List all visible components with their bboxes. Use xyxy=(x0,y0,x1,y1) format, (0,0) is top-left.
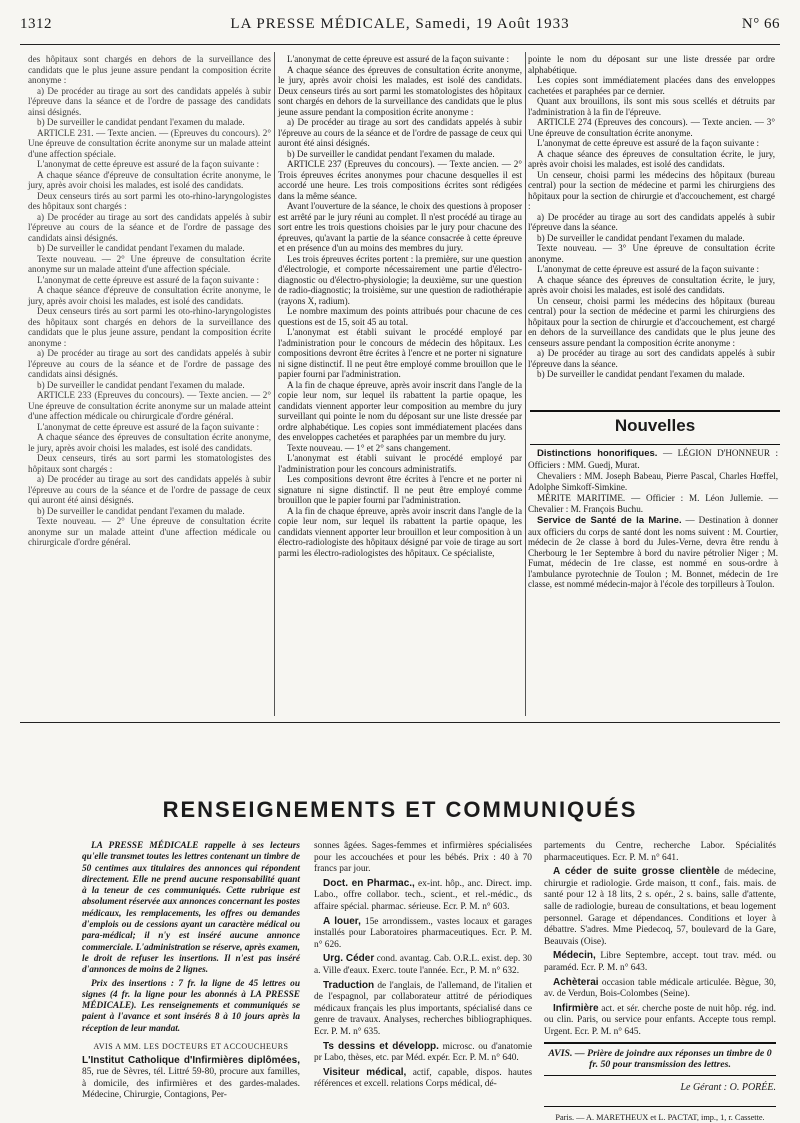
ad-text: de l'anglais, de l'allemand, de l'italien et de l'espagnol, par collaborateur attitré de périodiques médicaux français les plus importants, spécialisé dans ce genre de travaux. Analyses, recherches bibliographiques. Ecr. P. M. n° 635. xyxy=(314,980,532,1037)
classified-ad xyxy=(314,1041,532,1065)
printer-imprint: Paris. — A. MARETHEUX et L. PACTAT, imp., 1, r. Cassette. xyxy=(544,1106,776,1123)
classifieds-column-2 xyxy=(314,841,533,1090)
paragraph: a) De procéder au tirage au sort des candidats appelés à subir l'épreuve dans la séance. xyxy=(528,348,775,369)
paragraph: a) De procéder au tirage au sort des candidats appelés à subir l'épreuve au cours de la séance et de l'ordre de passage de ceux qui auront été ainsi désignés. xyxy=(28,474,271,505)
news-item: MÉRITE MARITIME. — Officier : M. Léon Jullemie. — Chevalier : M. François Buchu. xyxy=(528,493,778,514)
paragraph: L'anonymat de cette épreuve est assuré de la façon suivante : xyxy=(537,138,760,148)
paragraph: ARTICLE 237 (Epreuves du concours). — Texte ancien. — 2° Trois épreuves écrites anonymes pour chacune desquelles il est accordé une heure. Les trois compositions écrites sont rédigées dans la même séance. xyxy=(278,159,522,201)
paragraph: b) De surveiller le candidat pendant l'examen du malade. xyxy=(37,379,245,390)
paragraph: a) De procéder au tirage au sort des candidats appelés à subir l'épreuve dans la séance et de l'ordre de passage des candidats ainsi désignés. xyxy=(28,85,271,117)
classifieds-column-3 xyxy=(544,841,777,1122)
paragraph: L'anonymat de cette épreuve est assuré de la façon suivante : xyxy=(37,274,260,285)
paragraph: A chaque séance des épreuves de consultation écrite, le jury, après avoir choisi les malades, est isolé des candidats. xyxy=(528,274,775,295)
paragraph: L'anonymat de cette épreuve est assuré de la façon suivante : xyxy=(37,159,260,169)
paragraph: A la fin de chaque épreuve, après avoir inscrit dans l'angle de la copie leur nom, sur lequel ils rabattent la partie opaque, les candidats viennent apporter leur composition au membre du jury surveillant qui pointe le nom du déposant sur une liste dressée par ordre alphabétique. Les copies sont immédiatement placées dans des enveloppes cachetées et paraphées par un membre du jury. xyxy=(278,379,522,442)
upper-bottom-rule xyxy=(20,722,780,723)
paragraph: L'anonymat est établi suivant le procédé employé par l'administration pour le concours de médecin des hôpitaux. Les compositions devront être écrites à l'encre et ne porter ni signature ni signe distinctif. Il ne peut être employé comme brouillon que le papier fourni par l'administration. xyxy=(278,327,522,379)
paragraph: Un censeur, choisi parmi les médecins des hôpitaux (bureau central) pour la section de médecine et parmi les chirurgiens des hôpitaux pour la section de chirurgie et d'accouchement, est chargé en dehors de la surveillance des candidats que le plus jeune des censeurs assure pendant la composition écrite anonyme : xyxy=(528,295,775,348)
paragraph: pointe le nom du déposant sur une liste dressée par ordre alphabétique. xyxy=(528,54,775,75)
nouvelles-title: Nouvelles xyxy=(614,416,696,435)
ad-keyword: Achèterai xyxy=(553,976,599,988)
paragraph: L'anonymat de cette épreuve est assuré de la façon suivante : xyxy=(287,54,510,64)
classified-ad xyxy=(544,1003,776,1039)
paragraph: Texte nouveau. — 2° Une épreuve de consultation écrite anonyme sur un malade atteint d'une affection spéciale. xyxy=(28,253,271,274)
paragraph: a) De procéder au tirage au sort des candidats appelés à subir l'épreuve dans la séance. xyxy=(528,211,775,232)
paragraph: b) De surveiller le candidat pendant l'examen du malade. xyxy=(537,369,745,379)
news-text: — LÉGION D'HONNEUR : Officiers : MM. Guedj, Murat. xyxy=(528,448,778,470)
paragraph: Avant l'ouverture de la séance, le choix des questions à proposer est arrêté par le jury réuni au complet. Il n'est procédé au tirage au sort entre les trois questions choisies par le jury pour chacune des épreuves, qu'avant la partie de la séance consacrée à cette épreuve et en présence d'un au moins des membres du jury. xyxy=(278,201,522,253)
paragraph: Les trois épreuves écrites portent : la première, sur une question d'électrologie, et comporte nécessairement une partie d'électro-diagnostic ou d'électro-physiologie; la deuxième, sur une question de radio-diagnostic; la troisième, sur une question de radiothérapie (rayons X, radium). xyxy=(278,253,522,306)
paragraph: Les copies sont immédiatement placées dans des enveloppes cachetées et paraphées par ce dernier. xyxy=(528,75,775,96)
paragraph: L'anonymat de cette épreuve est assuré de la façon suivante : xyxy=(37,421,260,432)
ad-text: de médecine, chirurgie et radiologie. Grde maison, tt conf., fais. mais. de santé pour 12 à 18 lits, 2 s. opér., 2 s. bains, salle d'attente, salle de radiologie, bureau de consultations, et beau logement personnel. Garage et dépendances. Conditions et loyer à débattre. S'adres. Mme Piedecoq, 57, boulevard de la Gare, Beauvais (Oise). xyxy=(544,867,777,947)
ad-keyword: Traduction xyxy=(323,979,375,991)
ad-text: 85, rue de Sèvres, tél. Littré 59-80, procure aux familles, à domicile, des infirmières et des gardes-malades. Médecine, Chirurgie, Contagions, Per- xyxy=(82,1067,300,1101)
classifieds-column-1 xyxy=(82,841,300,1101)
ad-text: occasion table médicale articulée. Bègue, 30, av. de Verdun, Bois-Colombes (Seine). xyxy=(544,977,776,1000)
classified-ad xyxy=(544,977,776,1001)
news-heading: Distinctions honorifiques. xyxy=(537,448,658,459)
paragraph: ARTICLE 233 (Epreuves du concours). — Texte ancien. — 2° Une épreuve de consultation écrite anonyme sur un malade atteint d'une affection médicale ou chirurgicale d'ordre général. xyxy=(28,390,271,421)
paragraph: b) De surveiller le candidat pendant l'examen du malade. xyxy=(537,232,745,243)
section-title: RENSEIGNEMENTS ET COMMUNIQUÉS xyxy=(162,797,638,822)
paragraph: b) De surveiller le candidat pendant l'examen du malade. xyxy=(37,117,245,127)
paragraph: a) De procéder au tirage au sort des candidats appelés à subir l'épreuve au cours de la séance et de l'ordre de passage de ceux qui auront été ainsi désignés. xyxy=(278,117,522,148)
paragraph: Texte nouveau. — 2° Une épreuve de consultation écrite anonyme sur un malade atteint d'une affection médicale ou chirurgicale d'ordre général. xyxy=(28,516,271,547)
ad-keyword: L'Institut Catholique d'Infirmières diplômées, xyxy=(82,1054,300,1066)
ad-keyword: Urg. Céder xyxy=(323,953,375,965)
ad-keyword: Visiteur médical, xyxy=(323,1066,407,1078)
ad-text: sonnes âgées. Sages-femmes et infirmières spécialisées pour les accouchées et pour les bébés. Prix : 40 à 70 francs par jour. xyxy=(314,841,532,875)
ad-keyword: Ts dessins et développ. xyxy=(323,1040,439,1052)
paragraph: L'anonymat est établi suivant le procédé employé par l'administration pour les concours administratifs. xyxy=(278,453,522,474)
paragraph: A chaque séance d'épreuve de consultation écrite anonyme, le jury, après avoir choisi les malades, est isolé des candidats. xyxy=(28,285,271,306)
paragraph: A chaque séance des épreuves de consultation écrite anonyme, le jury, après avoir choisi les malades, est isolé des candidats. Deux censeurs tirés au sort parmi les stomatologistes des hôpitaux sont chargés en dehors de la surveillance des candidats que le plus jeune assure pendant la composition écrite anonyme : xyxy=(278,64,522,117)
journal-title: LA PRESSE MÉDICALE, Samedi, 19 Août 1933 xyxy=(230,16,570,32)
paragraph: A chaque séance des épreuves de consultation écrite anonyme, le jury, après avoir choisi les malades, est isolé des candidats. xyxy=(28,432,271,453)
paragraph: Les compositions devront être écrites à l'encre et ne porter ni signature ni signe distinctif. Il ne peut être employé comme brouillon que le papier fourni par l'administration. xyxy=(278,474,522,505)
ad-text: 15e arrondissem., vastes locaux et garages installés pour Laboratoires pharmaceutiques. Ecr. P. M. n° 626. xyxy=(314,916,532,950)
ad-keyword: Infirmière xyxy=(553,1002,599,1014)
classified-ad xyxy=(544,950,776,974)
ad-text: act. et sér. cherche poste de nuit hôp. rég. ind. ou clin. Paris, ou service pour enfants. Accepte tous rempl. Urgent. Ecr. P. M. n° 645. xyxy=(544,1003,776,1037)
paragraph: Quant aux brouillons, ils sont mis sous scellés et détruits par l'administration à la fin de l'épreuve. xyxy=(528,96,775,117)
ad-text: microsc. ou d'anatomie pr Labo, thèses, etc. par Méd. expér. Ecr. P. M. n° 640. xyxy=(314,1041,532,1064)
classified-ad xyxy=(82,1055,300,1102)
classified-ad xyxy=(314,953,532,977)
ad-text: partements du Centre, recherche Labor. Spécialités pharmaceutiques. Ecr. P. M. n° 641. xyxy=(544,841,776,863)
classified-ad xyxy=(314,916,532,952)
article-column-3 xyxy=(528,54,775,436)
news-heading: Service de Santé de la Marine. xyxy=(537,515,682,526)
ad-keyword: Doct. en Pharmac., xyxy=(323,877,415,889)
gerant-signature: Le Gérant : O. PORÉE. xyxy=(680,1082,776,1094)
ad-keyword: Médecin, xyxy=(553,950,596,962)
ad-text: Libre Septembre, accept. tout trav. méd. ou paraméd. Ecr. P. M. n° 643. xyxy=(544,951,776,973)
paragraph: Deux censeurs tirés au sort parmi les oto-rhino-laryngologistes des hôpitaux sont chargés : xyxy=(28,190,271,211)
newspaper-page xyxy=(20,0,780,1122)
article-column-1 xyxy=(28,54,271,716)
insertion-prices: Prix des insertions : 7 fr. la ligne de 45 lettres ou signes (4 fr. la ligne pour les abonnés à LA PRESSE MÉDICALE). Les renseignements et communiqués se paient à l'avance et sont insérés 8 à 10 jours après la réception de leur mandat. xyxy=(82,978,300,1034)
running-header xyxy=(20,16,780,38)
classifieds-notice: LA PRESSE MÉDICALE rappelle à ses lecteurs qu'elle transmet toutes les lettres contenant un timbre de 50 centimes aux titulaires des annonces qui répondent directement. Elle ne prend aucune responsabilité quant à la teneur de ces communiqués. Cette rubrique est absolument réservée aux annonces concernant les postes médicaux, les remplacements, les offres ou demandes d'emplois ou de cessions ayant un caractère médical ou para-médical; il n'y est inséré aucune annonce commerciale. L'administration se réserve, après examen, le droit de refuser les insertions. Il n'est pas inséré d'annonces de moins de 2 lignes. xyxy=(82,841,300,976)
news-item: Chevaliers : MM. Joseph Babeau, Pierre Pascal, Charles Hœffel, Adolphe Simkoff-Simkine. xyxy=(528,471,778,492)
classified-ad xyxy=(314,1067,532,1091)
classified-ad xyxy=(314,841,532,876)
classified-ad xyxy=(544,841,776,864)
ads-header: AVIS A MM. LES DOCTEURS ET ACCOUCHEURS xyxy=(93,1042,289,1052)
paragraph: ARTICLE 231. — Texte ancien. — (Epreuves du concours). 2° Une épreuve de consultation écrite anonyme sur un malade atteint d'une affection spéciale. xyxy=(28,127,271,159)
paragraph: Le nombre maximum des points attribués pour chacune de ces questions est de 15, soit 45 au total. xyxy=(278,306,522,327)
paragraph: b) De surveiller le candidat pendant l'examen du malade. xyxy=(37,505,245,516)
classified-ad xyxy=(314,980,532,1039)
paragraph: b) De surveiller le candidat pendant l'examen du malade. xyxy=(287,148,495,159)
classified-ad xyxy=(544,866,776,948)
nouvelles-header-box xyxy=(530,410,780,445)
paragraph: A la fin de chaque épreuve, après avoir inscrit dans l'angle de la copie leur nom, sur lequel ils rabattent la partie opaque, les candidats viennent apporter leur brouillon et leur composition à un électro-radiologiste des hôpitaux désigné par voie de tirage au sort parmi les électro-radiologistes des hôpitaux. Ce spécialiste, xyxy=(278,505,522,558)
paragraph: a) De procéder au tirage au sort des candidats appelés à subir l'épreuve au cours de la séance et de l'ordre de passage des candidats ainsi désignés. xyxy=(28,211,271,243)
ad-keyword: A céder de suite grosse clientèle xyxy=(553,866,720,878)
paragraph: A chaque séance d'épreuve de consultation écrite anonyme, le jury, après avoir choisi les malades, est isolé des candidats. xyxy=(28,169,271,190)
paragraph: a) De procéder au tirage au sort des candidats appelés à subir l'épreuve au cours de la séance et de l'ordre de passage des candidats ainsi désignés. xyxy=(28,348,271,379)
paragraph: Texte nouveau. — 3° Une épreuve de consultation écrite anonyme. xyxy=(528,243,775,264)
paragraph: des hôpitaux sont chargés en dehors de la surveillance des candidats que le plus jeune assure pendant la composition écrite anonyme : xyxy=(28,54,271,85)
paragraph: ARTICLE 274 (Epreuves des concours). — Texte ancien. — 3° Une épreuve de consultation écrite anonyme. xyxy=(528,117,775,138)
article-column-2 xyxy=(278,54,522,716)
ad-text: cond. avantag. Cab. O.R.L. exist. dep. 30 a. Ville d'eaux. Exerc. toute l'année. Ecr., P. M. n° 632. xyxy=(314,954,532,976)
ad-text: ex-int. hôp., anc. Direct. imp. Labo., offre collabor. tech., scient., et rel.-médic., ds affaire spécial. pharmac. sérieuse. Ecr. P. M. n° 603. xyxy=(314,878,532,912)
avis-notice: AVIS. — Prière de joindre aux réponses un timbre de 0 fr. 50 pour transmission des lettres. xyxy=(544,1042,776,1077)
classified-ad xyxy=(314,878,532,914)
column-divider xyxy=(525,52,526,716)
paragraph: Deux censeurs, tirés au sort parmi les stomatologistes des hôpitaux sont chargés : xyxy=(28,453,271,474)
paragraph: Texte nouveau. — 1° et 2° sans changement. xyxy=(287,442,451,453)
paragraph: b) De surveiller le candidat pendant l'examen du malade. xyxy=(37,243,245,253)
ad-text: actif, capable, dispos. hautes références et excell. relations Corps médical, dé- xyxy=(314,1067,533,1090)
ad-keyword: A louer, xyxy=(323,915,361,927)
paragraph: Deux censeurs tirés au sort parmi les oto-rhino-laryngologistes des hôpitaux sont chargés en dehors de la surveillance des candidats que le plus jeune assure, pendant la composition écrite anonyme : xyxy=(28,306,271,348)
header-rule xyxy=(20,44,780,45)
news-text: — Destination à donner aux officiers du corps de santé dont les noms suivent : M. Courtier, médecin de 2e classe à bord du Jules-Verne, devra être rendu à Cherbourg le 1er Septembre à bord du navire pétrolier Niger ; M. Fumat, médecin de 1re classe, est nommé en sous-ordre à l'ambulance pyrotechnie de Toulon ; M. Bonnet, médecin de 1re classe, est nommé médecin-major à l'école des torpilleurs à Toulon. xyxy=(528,515,778,589)
paragraph: A chaque séance des épreuves de consultation écrite, le jury, après avoir choisi les malades, est isolé des candidats. xyxy=(528,148,775,169)
news-item xyxy=(528,448,778,470)
paragraph: L'anonymat de cette épreuve est assuré de la façon suivante : xyxy=(537,264,760,274)
page-number: 1312 xyxy=(20,16,52,32)
column-divider xyxy=(274,52,275,716)
issue-number: N° 66 xyxy=(741,16,780,32)
paragraph: Un censeur, choisi parmi les médecins des hôpitaux (bureau central) pour la section de médecine et parmi les chirurgiens des hôpitaux pour la section de chirurgie et d'accouchement, est chargé : xyxy=(528,169,775,211)
nouvelles-column xyxy=(528,448,778,720)
news-item xyxy=(528,515,778,590)
